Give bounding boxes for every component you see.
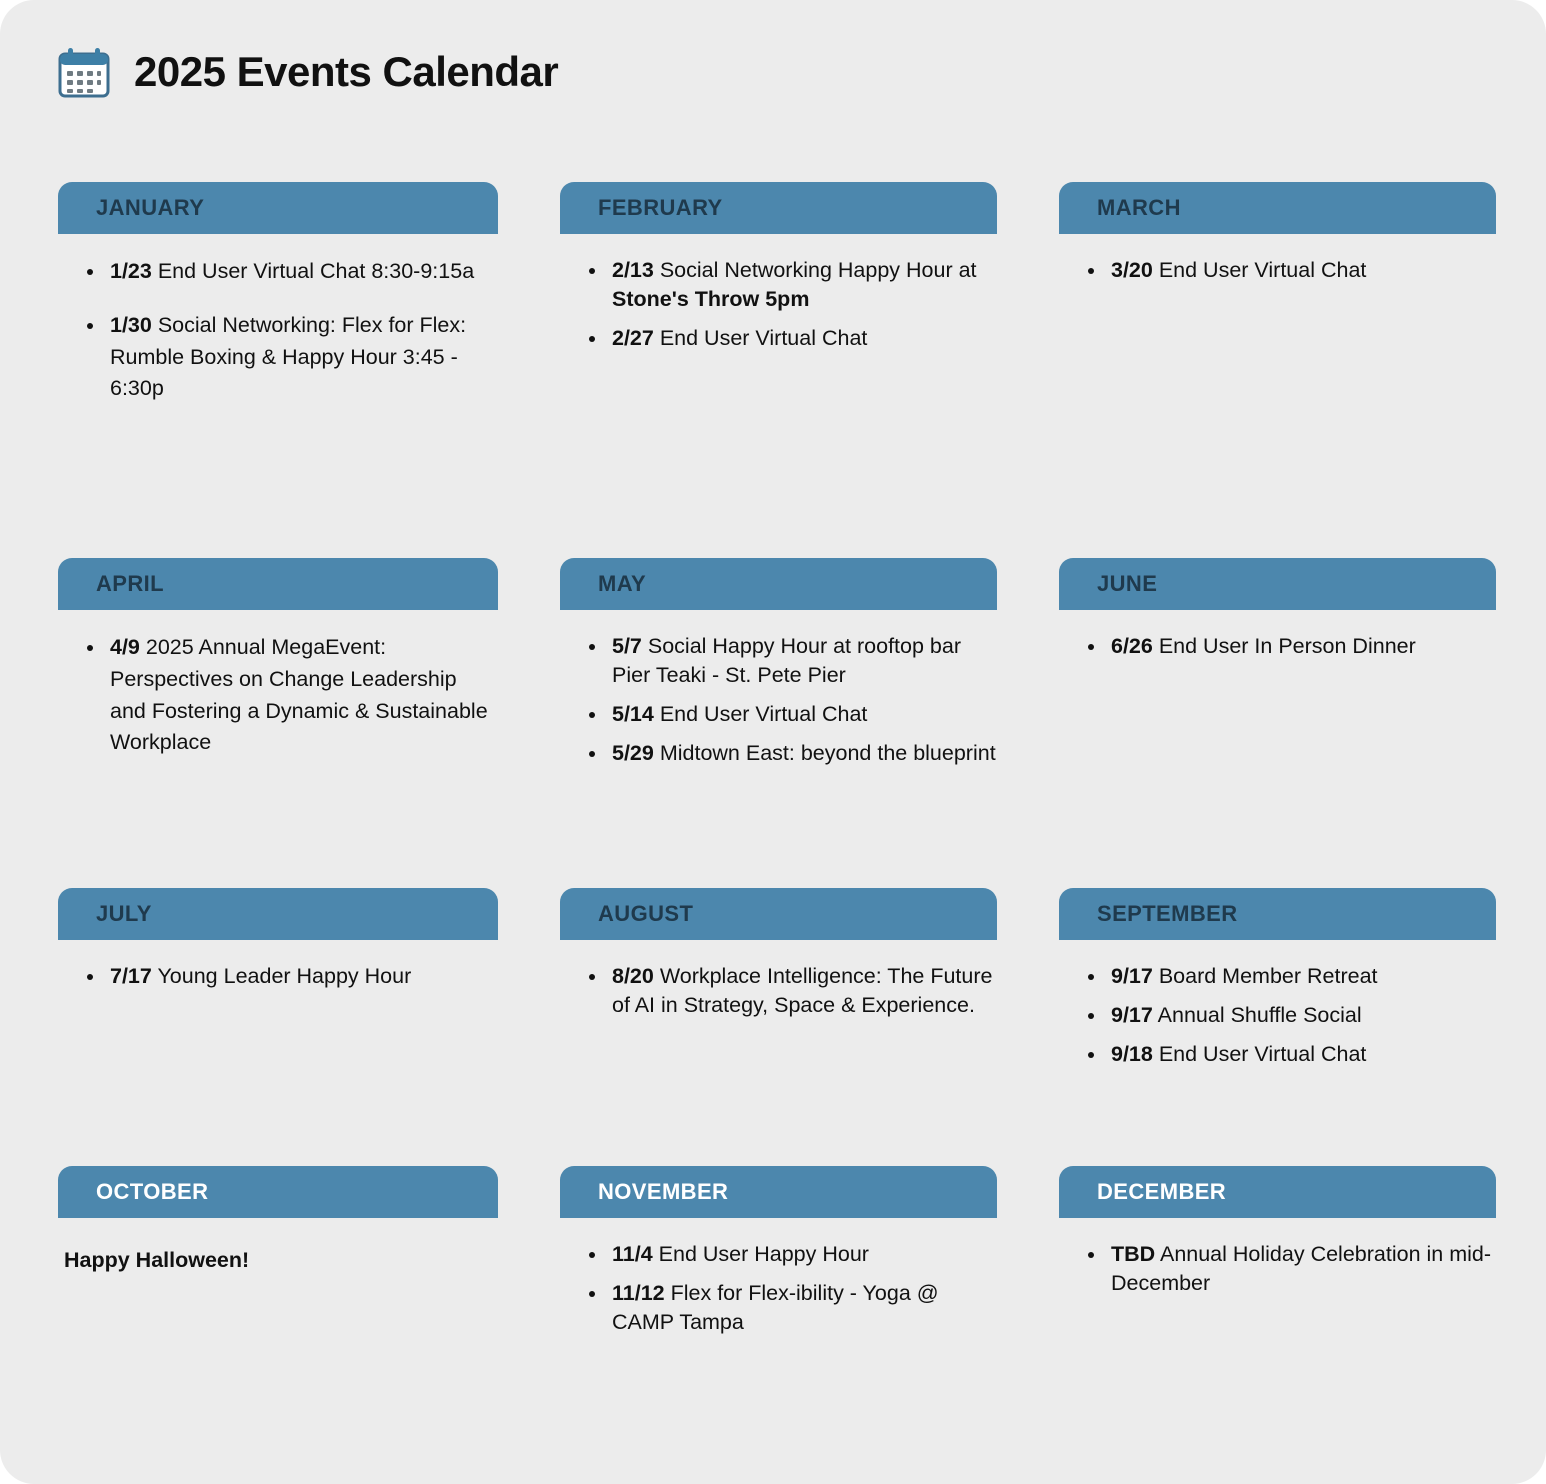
event-date: 11/12 <box>612 1281 665 1306</box>
month-name: DECEMBER <box>1097 1179 1227 1204</box>
month-header <box>560 182 997 234</box>
event-date: 9/18 <box>1111 1042 1153 1067</box>
month-header <box>1059 558 1496 610</box>
month-card-february <box>560 182 997 558</box>
event-item <box>1107 962 1496 991</box>
event-text: Young Leader Happy Hour <box>151 964 412 988</box>
month-name: MARCH <box>1097 195 1181 220</box>
event-item <box>608 962 997 1020</box>
event-date: 11/4 <box>612 1242 653 1266</box>
event-list <box>58 256 498 405</box>
month-name: OCTOBER <box>96 1179 209 1204</box>
event-date: 9/17 <box>1111 964 1153 988</box>
month-name: JUNE <box>1097 571 1158 596</box>
month-header <box>560 558 997 610</box>
event-date: 4/9 <box>110 635 140 659</box>
event-list <box>1059 256 1496 285</box>
month-card-june <box>1059 558 1496 888</box>
event-text: Social Happy Hour at rooftop bar Pier Teaki - St. Pete Pier <box>612 634 961 688</box>
month-card-july <box>58 888 498 1166</box>
month-header <box>560 888 997 940</box>
event-date: 9/17 <box>1111 1003 1153 1028</box>
event-list <box>1059 962 1496 1069</box>
month-card-august <box>560 888 997 1166</box>
event-item <box>106 256 498 288</box>
month-name: MAY <box>598 571 647 596</box>
event-date: 1/30 <box>110 312 152 337</box>
event-text: Workplace Intelligence: The Future of AI in Strategy, Space & Experience. <box>612 964 993 1018</box>
month-card-december <box>1059 1166 1496 1347</box>
month-card-april <box>58 558 498 888</box>
event-list <box>560 1240 997 1337</box>
event-date: 5/7 <box>612 634 642 658</box>
event-text: End User Virtual Chat <box>653 702 868 727</box>
event-text: Social Networking Happy Hour at <box>653 258 977 282</box>
event-text: 2025 Annual MegaEvent: Perspectives on Change Leadership and Fostering a Dynamic & Sustainable Workplace <box>110 635 488 755</box>
months-grid <box>58 182 1498 1347</box>
event-date: 7/17 <box>110 964 152 988</box>
event-item <box>608 324 997 353</box>
month-card-october <box>58 1166 498 1347</box>
event-text: Flex for Flex-ibility - Yoga @ CAMP Tampa <box>612 1281 939 1335</box>
month-card-january <box>58 182 498 558</box>
event-item <box>608 632 997 690</box>
event-date: 8/20 <box>612 964 654 988</box>
event-text: End User Virtual Chat <box>1152 258 1367 282</box>
event-item <box>608 739 997 768</box>
page-title: 2025 Events Calendar <box>134 48 559 95</box>
event-text: Annual Shuffle Social <box>1152 1003 1362 1028</box>
event-list <box>1059 1240 1496 1298</box>
event-item <box>106 310 498 405</box>
event-item <box>608 1240 997 1269</box>
event-date: TBD <box>1111 1242 1156 1266</box>
month-header <box>560 1166 997 1218</box>
event-list <box>560 632 997 768</box>
event-item <box>1107 1040 1496 1069</box>
month-name: AUGUST <box>598 901 694 926</box>
event-text: Board Member Retreat <box>1152 964 1378 988</box>
event-text: End User Virtual Chat <box>1152 1042 1367 1067</box>
month-card-march <box>1059 182 1496 558</box>
event-date: 2/27 <box>612 326 654 351</box>
month-card-september <box>1059 888 1496 1166</box>
month-name: SEPTEMBER <box>1097 901 1238 926</box>
event-date: 6/26 <box>1111 634 1153 658</box>
month-header <box>1059 182 1496 234</box>
month-name: NOVEMBER <box>598 1179 729 1204</box>
event-list <box>1059 632 1496 661</box>
event-list <box>560 962 997 1020</box>
event-date: 1/23 <box>110 259 152 283</box>
event-text: Midtown East: beyond the blueprint <box>653 741 996 766</box>
event-text: End User Virtual Chat 8:30-9:15a <box>151 259 475 283</box>
month-header <box>1059 888 1496 940</box>
event-list <box>560 256 997 353</box>
event-text: Social Networking: Flex for Flex: Rumble Boxing & Happy Hour 3:45 - 6:30p <box>110 312 467 401</box>
month-header <box>58 888 498 940</box>
event-venue: Stone's Throw 5pm <box>612 287 810 312</box>
calendar-icon <box>56 44 112 100</box>
event-item <box>608 1279 997 1337</box>
event-list <box>58 962 498 991</box>
event-item <box>1107 1240 1496 1298</box>
month-name: JANUARY <box>96 195 205 220</box>
month-name: JULY <box>96 901 152 926</box>
event-item <box>1107 1001 1496 1030</box>
event-item <box>1107 632 1496 661</box>
page-header <box>56 44 558 100</box>
month-header <box>58 1166 498 1218</box>
event-date: 2/13 <box>612 258 654 282</box>
event-text: Annual Holiday Celebration in mid-December <box>1111 1242 1492 1296</box>
event-list <box>58 632 498 759</box>
month-note: Happy Halloween! <box>64 1248 250 1272</box>
event-item <box>608 700 997 729</box>
month-card-may <box>560 558 997 888</box>
month-name: APRIL <box>96 571 164 596</box>
event-item <box>106 962 498 991</box>
event-text: End User In Person Dinner <box>1152 634 1416 658</box>
event-item <box>106 632 498 759</box>
event-item <box>1107 256 1496 285</box>
event-date: 5/14 <box>612 702 654 727</box>
event-text: End User Happy Hour <box>652 1242 869 1266</box>
event-date: 5/29 <box>612 741 654 766</box>
event-text: End User Virtual Chat <box>653 326 868 351</box>
month-header <box>58 182 498 234</box>
event-item <box>608 256 997 314</box>
month-header <box>58 558 498 610</box>
month-header <box>1059 1166 1496 1218</box>
month-card-november <box>560 1166 997 1347</box>
event-date: 3/20 <box>1111 258 1153 282</box>
month-name: FEBRUARY <box>598 195 723 220</box>
